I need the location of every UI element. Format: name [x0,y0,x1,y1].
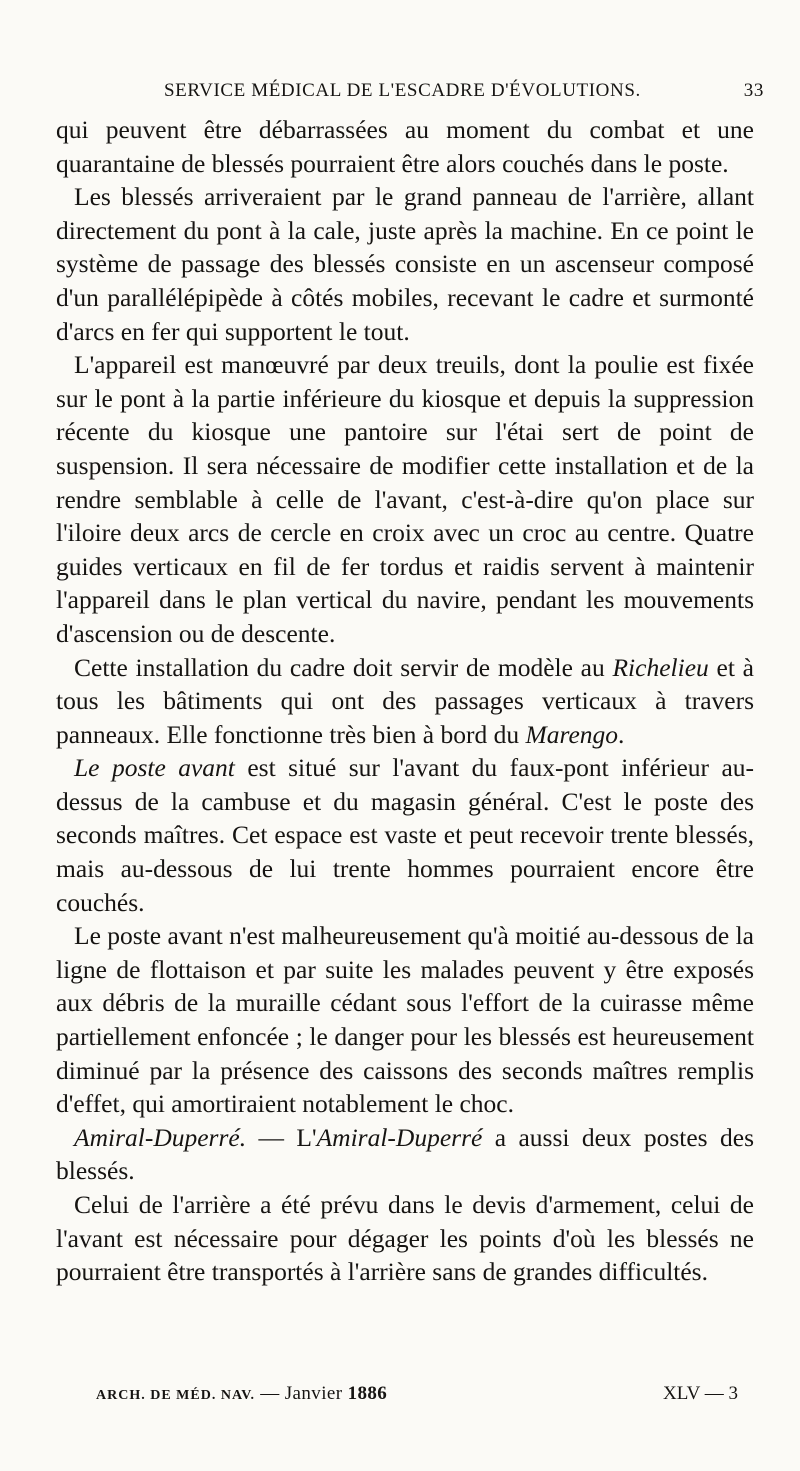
issue-month: Janvier [284,1383,343,1404]
text-run: — L' [246,1122,317,1152]
paragraph-continued: qui peuvent être débarrassées au moment du combat et une quarantaine de blessés pourraient être alors couchés dans le poste. [56,115,754,178]
body-text [56,113,754,1289]
section-lead: Le poste avant [74,753,235,783]
text-run: Cette installation du cadre doit servir de modèle au [74,652,613,682]
paragraph-amiral-duperre [56,1121,754,1188]
journal-abbrev: ARCH. DE MÉD. NAV. [96,1388,256,1403]
journal-source [96,1383,387,1405]
page-footer [96,1381,744,1411]
paragraph-poste-avant [56,751,754,919]
section-lead: Amiral-Duperré. [74,1122,247,1152]
paragraph-arrivee-blesses: Les blessés arriveraient par le grand panneau de l'arrière, allant directement du pont à la cale, juste après la machine. En ce point le système de passage des blessés consiste en un ascenseur composé d'un parallélépipède à côtés mobiles, recevant le cadre et surmonté d'arcs en fer qui supportent le tout. [56,182,754,346]
signature-mark: XLV — 3 [663,1383,738,1404]
ship-name-amiral-duperre: Amiral-Duperré [316,1122,483,1152]
paragraph-flottaison: Le poste avant n'est malheureusement qu'à moitié au-dessous de la ligne de flottaison et par suite les malades peuvent y être exposés aux débris de la muraille cédant sous l'effort de la cuirasse même partiellement enfoncée ; le danger pour les blessés est heureusement diminué par la présence des caissons des seconds maîtres remplis d'effet, qui amortiraient notablement le choc. [56,921,754,1119]
running-title: SERVICE MÉDICAL DE L'ESCADRE D'ÉVOLUTIONS. [164,80,641,101]
text-run: a aussi deux postes des blessés. [56,1122,754,1186]
issue-year: 1886 [347,1383,388,1404]
text-run: — [255,1383,285,1404]
running-header [56,80,772,110]
ship-name-richelieu: Richelieu [612,652,709,682]
text-run: . [618,719,625,749]
page-number: 33 [743,80,764,101]
text-run: et à tous les bâtiments qui ont des passages verticaux à travers panneaux. Elle fonctionne très bien à bord du [56,652,754,749]
paragraph-appareil: L'appareil est manœuvré par deux treuils, dont la poulie est fixée sur le pont à la partie inférieure du kiosque et depuis la suppression récente du kiosque une pantoire sur l'étai sert de point de suspension. Il sera nécessaire de modifier cette installation et de la rendre semblable à celle de l'avant, c'est-à-dire qu'on place sur l'iloire deux arcs de cercle en croix avec un croc au centre. Quatre guides verticaux en fil de fer tordus et raidis servent à maintenir l'appareil dans le plan vertical du navire, pendant les mouvements d'ascension ou de descente. [56,350,754,648]
paragraph-installation-cadre [56,651,754,752]
ship-name-marengo: Marengo [525,719,619,749]
text-run: est situé sur l'avant du faux-pont inférieur au-dessus de la cambuse et du magasin général. C'est le poste des seconds maîtres. Cet espace est vaste et peut recevoir trente blessés, mais au-dessous de lui trente hommes pourraient encore être couchés. [56,753,755,917]
paragraph-devis-armement: Celui de l'arrière a été prévu dans le devis d'armement, celui de l'avant est nécessaire pour dégager les points d'où les blessés ne pourraient être transportés à l'arrière sans de grandes difficultés. [56,1190,754,1287]
